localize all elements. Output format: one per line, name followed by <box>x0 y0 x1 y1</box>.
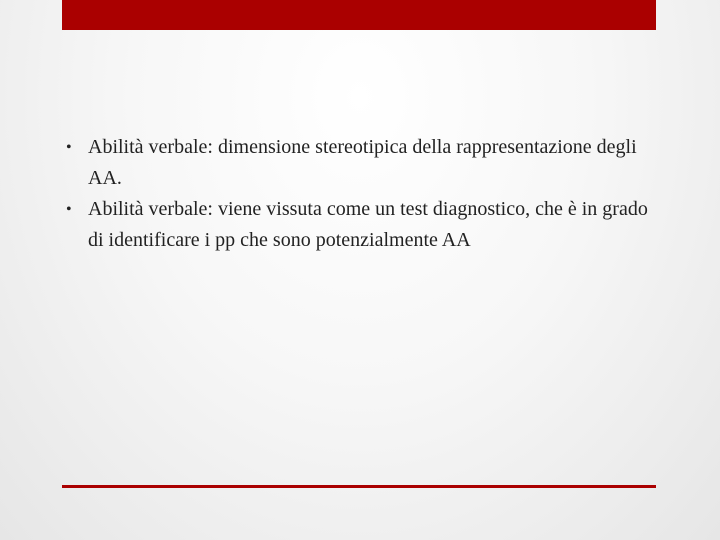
bullet-text: Abilità verbale: viene vissuta come un test diagnostico, che è in grado di identificare i pp che sono potenzialmente AA <box>88 198 648 251</box>
top-accent-bar <box>62 0 656 30</box>
bullet-icon: • <box>66 139 72 156</box>
bullet-text: Abilità verbale: dimensione stereotipica della rappresentazione degli AA. <box>88 136 637 189</box>
bullet-icon: • <box>66 201 72 218</box>
bullet-item <box>62 194 656 256</box>
slide-content <box>62 132 656 256</box>
bullet-list <box>62 132 656 256</box>
bullet-item <box>62 132 656 194</box>
bottom-accent-rule <box>62 485 656 488</box>
